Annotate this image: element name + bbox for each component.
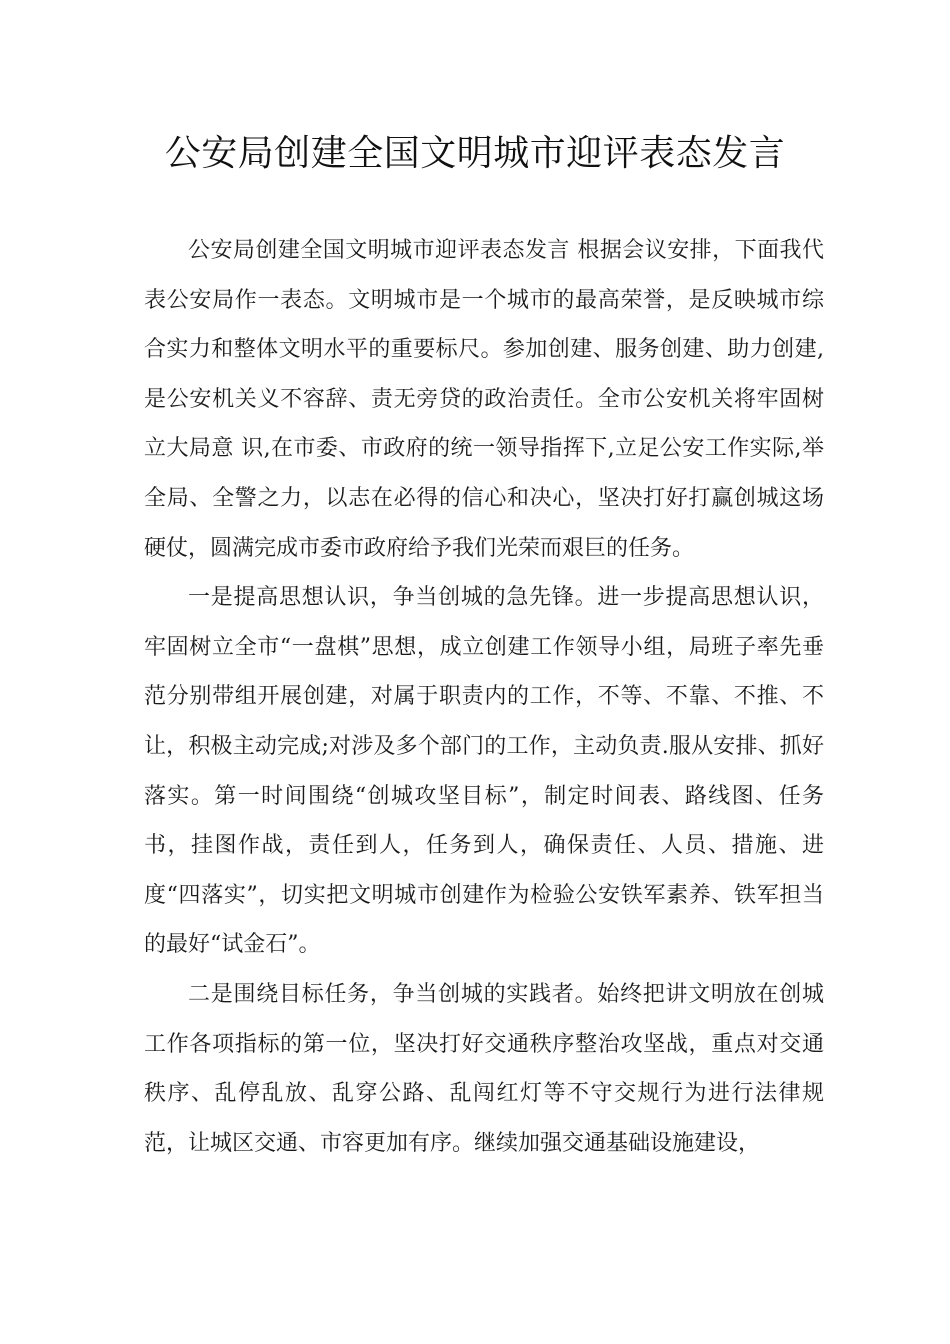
document-title: 公安局创建全国文明城市迎评表态发言 xyxy=(164,133,786,174)
document-body xyxy=(144,226,824,1168)
paragraph-point-two: 二是围绕目标任务，争当创城的实践者。始终把讲文明放在创城工作各项指标的第一位，坚决打好交通秩序整治攻坚战，重点对交通秩序、乱停乱放、乱穿公路、乱闯红灯等不守交规行为进行法律规范，让城区交通、市容更加有序。继续加强交通基础设施建设， xyxy=(144,981,824,1156)
paragraph-intro: 公安局创建全国文明城市迎评表态发言 根据会议安排，下面我代表公安局作一表态。文明城市是一个城市的最高荣誉，是反映城市综合实力和整体文明水平的重要标尺。参加创建、服务创建、助力创建,是公安机关义不容辞、责无旁贷的政治责任。全市公安机关将牢固树立大局意 识,在市委、市政府的统一领导指挥下,立足公安工作实际,举全局、全警之力，以志在必得的信心和决心，坚决打好打赢创城这场硬仗，圆满完成市委市政府给予我们光荣而艰巨的任务。 xyxy=(144,238,824,561)
paragraph-point-one: 一是提高思想认识，争当创城的急先锋。进一步提高思想认识，牢固树立全市“一盘棋”思想，成立创建工作领导小组，局班子率先垂范分别带组开展创建，对属于职责内的工作，不等、不靠、不推、不让，积极主动完成;对涉及多个部门的工作，主动负责.服从安排、抓好落实。第一时间围绕“创城攻坚目标”，制定时间表、路线图、任务书，挂图作战，责任到人，任务到人，确保责任、人员、措施、进度“四落实”，切实把文明城市创建作为检验公安铁军素养、铁军担当的最好“试金石”。 xyxy=(144,585,824,958)
